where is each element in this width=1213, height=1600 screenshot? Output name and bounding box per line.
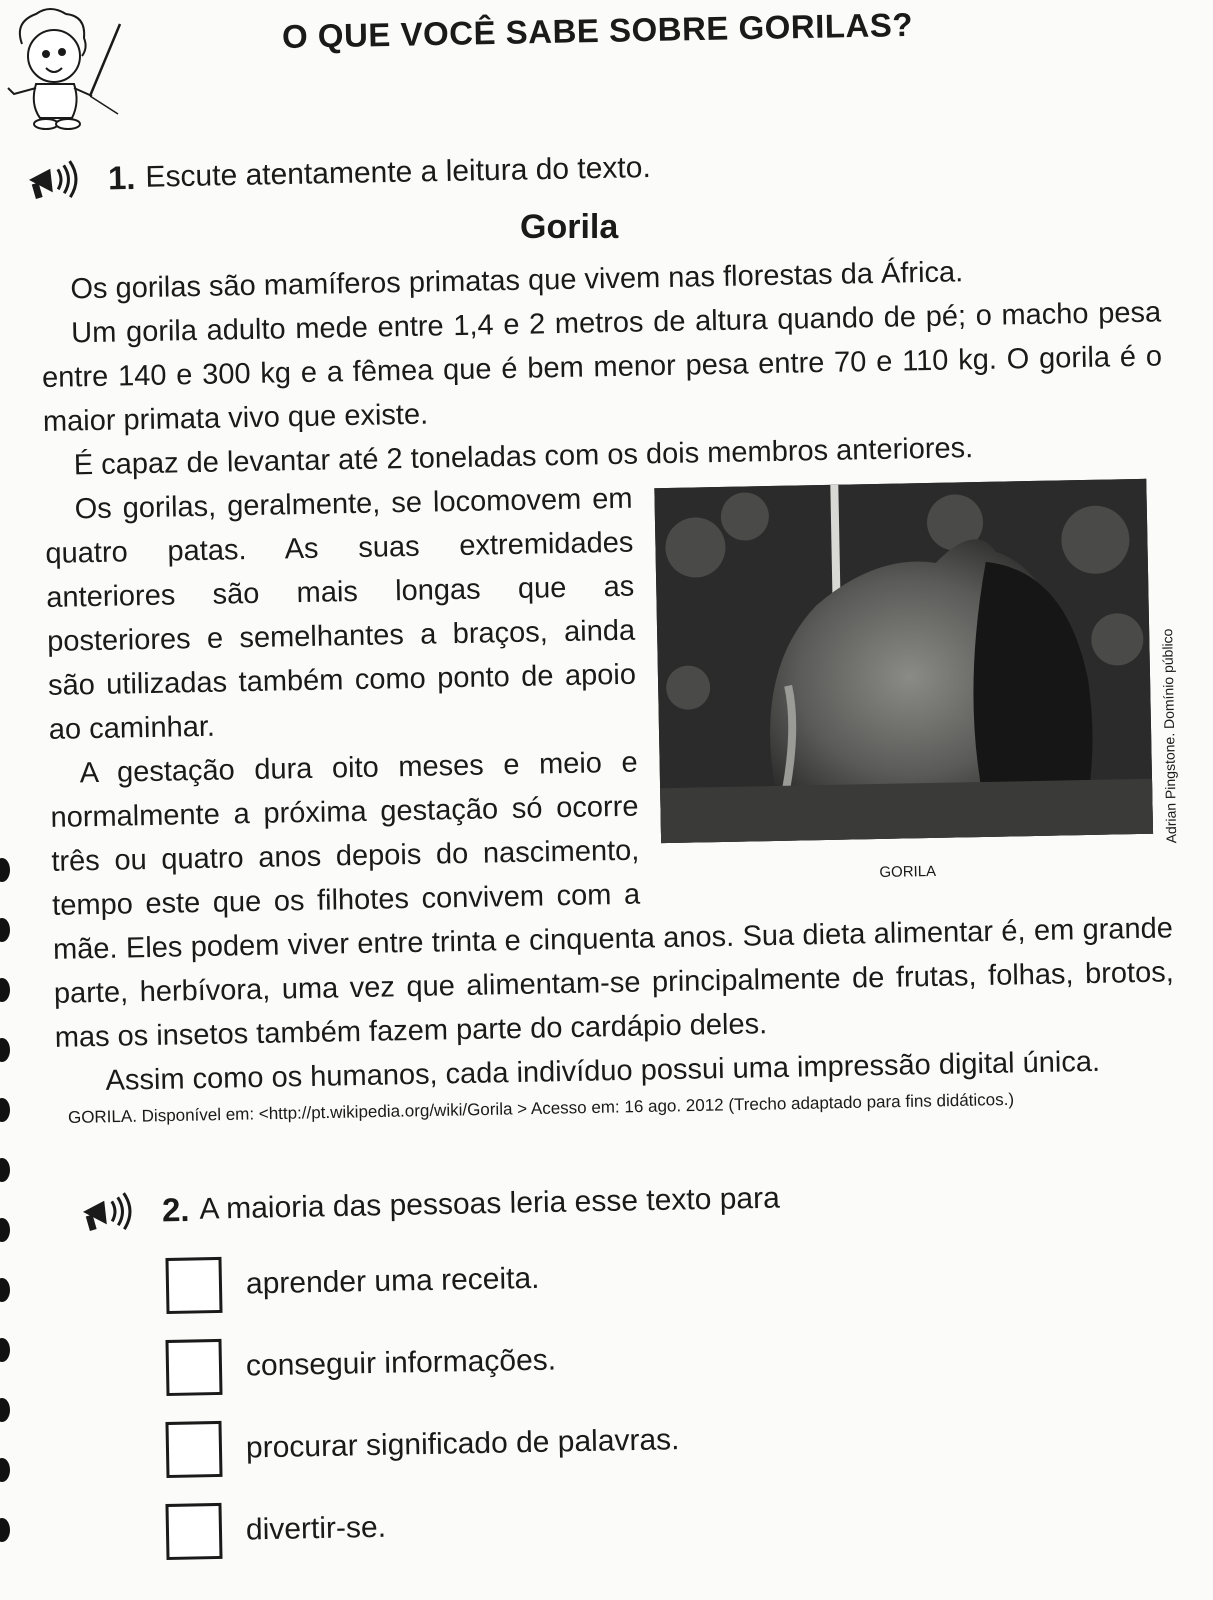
photo-credit: Adrian Pingstone. Domínio público — [1159, 628, 1180, 844]
text-title: Gorila — [520, 208, 619, 246]
answer-checkbox[interactable] — [165, 1503, 222, 1560]
source-citation: GORILA. Disponível em: <http://pt.wikipedia.org/wiki/Gorila > Acesso em: 16 ago. 2012 (Trecho adaptado para fins didáticos.) — [67, 1089, 1015, 1127]
article-paragraph: Um gorila adulto mede entre 1,4 e 2 metros de altura quando de pé; o macho pesa entre 140 e 300 kg e a fêmea que é bem menor pesa entre 70 e 110 kg. O gorila é o maior primata vivo que existe. — [41, 296, 1163, 438]
answer-option-label: aprender uma receita. — [245, 1261, 540, 1301]
question-1 — [26, 146, 652, 202]
answer-option[interactable] — [165, 1412, 680, 1478]
question-text: Escute atentamente a leitura do texto. — [145, 151, 652, 194]
page-title: O QUE VOCÊ SABE SOBRE GORILAS? — [281, 5, 914, 55]
answer-checkbox[interactable] — [165, 1257, 222, 1314]
question-text: A maioria das pessoas leria esse texto para — [199, 1181, 781, 1226]
article-paragraph: É capaz de levantar até 2 toneladas com os dois membros anteriores. — [73, 432, 974, 482]
megaphone-sound-icon — [80, 1189, 141, 1234]
answer-option-label: procurar significado de palavras. — [245, 1423, 680, 1465]
question-number: 1. — [107, 158, 136, 197]
megaphone-sound-icon — [26, 157, 87, 202]
article-body — [40, 246, 1180, 1103]
gorilla-photo — [654, 479, 1153, 843]
answer-checkbox[interactable] — [165, 1421, 222, 1478]
article-paragraph: Os gorilas são mamíferos primatas que vivem nas florestas da África. — [70, 256, 964, 306]
article-paragraph: Assim como os humanos, cada indivíduo possui uma impressão digital única. — [105, 1045, 1101, 1097]
article-paragraph: Os gorilas, geralmente, se locomovem em quatro patas. As suas extremidades anteriores são mais longas que as posteriores e semelhantes a braços, ainda são utilizadas também como ponto de apoio ao caminhar. — [45, 482, 637, 746]
gorilla-photo-figure — [654, 478, 1180, 898]
photo-caption: GORILA — [879, 862, 937, 881]
answer-option[interactable] — [165, 1500, 386, 1560]
answer-option[interactable] — [165, 1251, 540, 1314]
binder-holes — [0, 860, 14, 1600]
answer-option-label: conseguir informações. — [245, 1343, 557, 1383]
child-mascot-icon — [2, 4, 132, 134]
article-paragraph: A gestação dura oito meses e meio e normalmente a próxima gestação só ocorre três ou quatro anos depois do nascimento, tempo este que os filhotes convivem com a mãe. Eles podem viver entre trinta e cinquenta anos. Sua dieta alimentar é, em grande parte, herbívora, uma vez que alimentam-se principalmente de frutas, folhas, brotos, mas os insetos também fazem parte do cardápio deles. — [50, 746, 1175, 1054]
answer-option[interactable] — [165, 1333, 556, 1396]
answer-option-label: divertir-se. — [245, 1510, 387, 1547]
question-number: 2. — [161, 1190, 190, 1229]
question-2 — [80, 1177, 781, 1234]
answer-checkbox[interactable] — [165, 1339, 222, 1396]
